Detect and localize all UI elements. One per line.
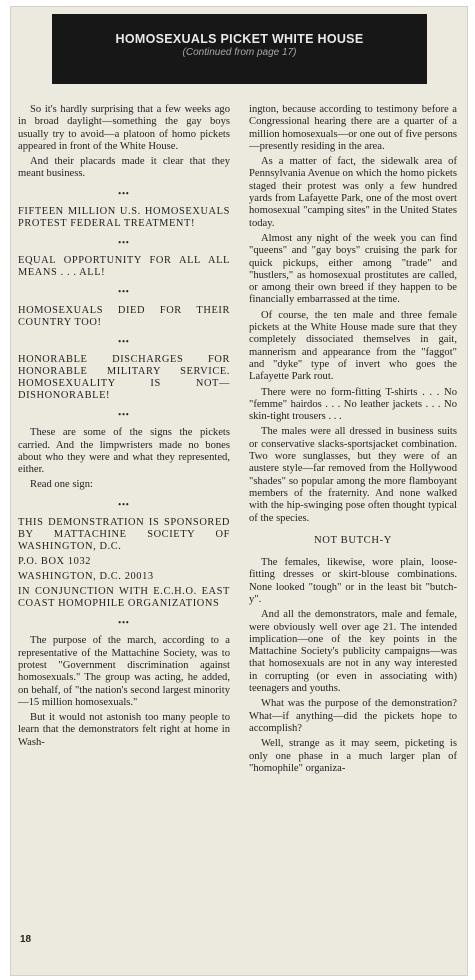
paragraph: Read one sign: xyxy=(30,479,93,491)
paragraph: The males were all dressed in business suits or conservative slacks-sportsjacket combination. Two wore sunglasses, but they were of an austere style—far removed from the Hollywood "shades" so popular among the more flamboyant members of the fraternity. And none walked with the hip-swinging pose often thought typical of the species. xyxy=(249,426,457,524)
paragraph: ington, because according to testimony before a Congressional hearing there are a quarter of a million homosexuals—or one out of five persons—presently residing in the area. xyxy=(249,104,457,152)
section-divider: ••• xyxy=(118,499,130,509)
placard-text: THIS DEMONSTRATION IS SPONSORED BY MATTACHINE SOCIETY OF WASHINGTON, D.C. xyxy=(18,517,230,553)
left-column xyxy=(18,104,230,752)
placard-text: WASHINGTON, D.C. 20013 xyxy=(18,571,154,583)
page-number: 18 xyxy=(20,934,32,945)
article-title: HOMOSEXUALS PICKET WHITE HOUSE xyxy=(115,32,364,46)
placard-text: FIFTEEN MILLION U.S. HOMOSEXUALS PROTEST FEDERAL TREATMENT! xyxy=(18,206,230,230)
paragraph: And all the demonstrators, male and female, were obviously well over age 21. The intended implication—one of the key points in the Mattachine Society's publicity campaigns—was that homosexuals are not in any way interested in corrupting (or even in associating with) teenagers and youths. xyxy=(249,609,457,695)
section-divider: ••• xyxy=(118,409,130,419)
paragraph: These are some of the signs the pickets carried. And the limpwristers made no bones about who they were and what they represented, either. xyxy=(18,427,230,476)
placard-text: HOMOSEXUALS DIED FOR THEIR COUNTRY TOO! xyxy=(18,304,230,328)
article-header xyxy=(52,14,427,84)
paragraph: And their placards made it clear that they meant business. xyxy=(18,156,230,180)
section-divider: ••• xyxy=(118,238,130,248)
paragraph: So it's hardly surprising that a few weeks ago in broad daylight—something the gay boys usually try to avoid—a platoon of homo pickets appeared in front of the White House. xyxy=(18,104,230,152)
placard-text: EQUAL OPPORTUNITY FOR ALL ALL MEANS . . . ALL! xyxy=(18,255,230,279)
paragraph: Of course, the ten male and three female pickets at the White House made sure that they completely dissociated themselves in gait, mannerism and appearance from the "faggot" and "dyke" type of invert who goes the Lafayette Park rout. xyxy=(249,309,457,383)
article-subtitle: (Continued from page 17) xyxy=(182,47,297,58)
right-column xyxy=(249,104,457,778)
paragraph: The purpose of the march, according to a representative of the Mattachine Society, was to protest "Government discrimination against homosexuals." The group was acting, he added, on behalf, of "the nation's second largest minority—15 million homosexuals." xyxy=(18,635,230,708)
section-divider: ••• xyxy=(118,287,130,297)
section-divider: ••• xyxy=(118,336,130,346)
magazine-page xyxy=(10,6,468,976)
paragraph: Almost any night of the week you can find "queens" and "gay boys" cruising the park for quick pickups, either among "trade" and "hustlers," as homosexual prostitutes are called, or among their own breed if they happen to be financially embarrassed at the time. xyxy=(249,232,457,306)
paragraph: The females, likewise, wore plain, loose-fitting dresses or skirt-blouse combinations. None looked "tough" or in the least bit "butch-y". xyxy=(249,557,457,605)
section-subheading: NOT BUTCH-Y xyxy=(314,534,392,546)
paragraph: There were no form-fitting T-shirts . . . No "femme" hairdos . . . No leather jackets . . . No skin-tight trousers . . . xyxy=(249,386,457,423)
section-divider: ••• xyxy=(118,618,130,628)
paragraph: But it would not astonish too many people to learn that the demonstrators felt right at home in Wash- xyxy=(18,712,230,748)
paragraph: As a matter of fact, the sidewalk area of Pennsylvania Avenue on which the homo pickets staged their protest was only a few hundred yards from Lafayette Park, one of the most overt homosexual "camping sites" in the United States today. xyxy=(249,156,457,229)
placard-text: P.O. BOX 1032 xyxy=(18,556,92,568)
section-divider: ••• xyxy=(118,188,130,198)
paragraph: What was the purpose of the demonstration? What—if anything—did the pickets hope to accomplish? xyxy=(249,698,457,734)
paragraph: Well, strange as it may seem, picketing is only one phase in a much larger plan of "homophile" organiza- xyxy=(249,738,457,774)
placard-text: IN CONJUNCTION WITH E.C.H.O. EAST COAST HOMOPHILE ORGANIZATIONS xyxy=(18,586,230,610)
placard-text: HONORABLE DISCHARGES FOR HONORABLE MILITARY SERVICE. HOMOSEXUALITY IS NOT—DISHONORABLE! xyxy=(18,353,230,401)
